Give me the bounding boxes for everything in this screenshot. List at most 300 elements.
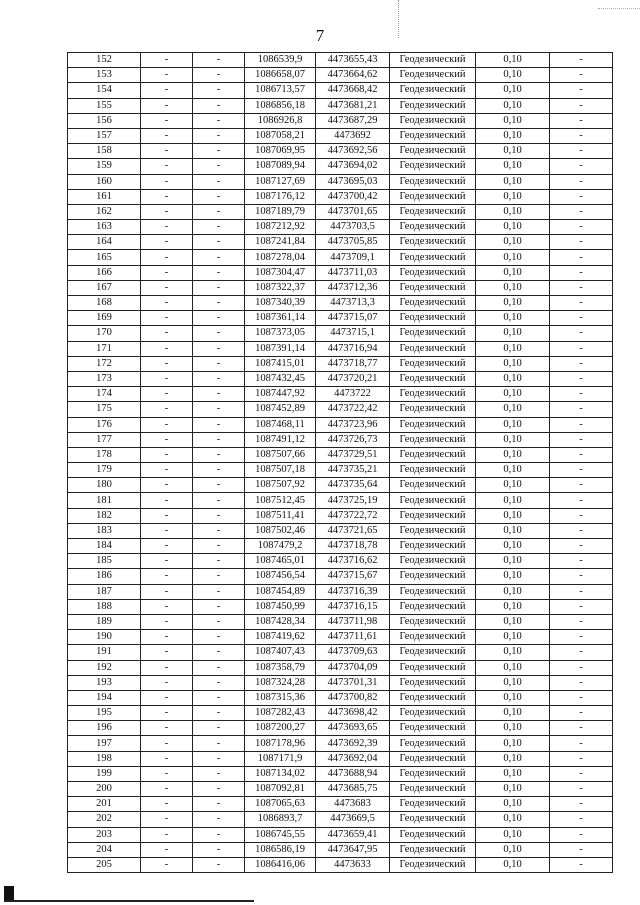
point-number-cell: 159 (68, 159, 141, 174)
y-coordinate-cell: 4473701,65 (316, 204, 390, 219)
table-row (68, 569, 613, 584)
blank-cell-c: - (550, 706, 613, 721)
accuracy-cell: 0,10 (476, 53, 550, 68)
accuracy-cell: 0,10 (476, 523, 550, 538)
blank-cell-a: - (141, 614, 193, 629)
table-row (68, 478, 613, 493)
table-row (68, 296, 613, 311)
blank-cell-c: - (550, 675, 613, 690)
blank-cell-a: - (141, 235, 193, 250)
table-row (68, 706, 613, 721)
method-cell: Геодезический (390, 675, 476, 690)
point-number-cell: 157 (68, 128, 141, 143)
y-coordinate-cell: 4473664,62 (316, 68, 390, 83)
method-cell: Геодезический (390, 402, 476, 417)
x-coordinate-cell: 1087340,39 (245, 296, 316, 311)
blank-cell-c: - (550, 508, 613, 523)
blank-cell-a: - (141, 174, 193, 189)
blank-cell-b: - (193, 371, 245, 386)
blank-cell-c: - (550, 311, 613, 326)
point-number-cell: 197 (68, 736, 141, 751)
blank-cell-a: - (141, 68, 193, 83)
x-coordinate-cell: 1087491,12 (245, 432, 316, 447)
method-cell: Геодезический (390, 417, 476, 432)
blank-cell-a: - (141, 326, 193, 341)
x-coordinate-cell: 1087058,21 (245, 128, 316, 143)
accuracy-cell: 0,10 (476, 371, 550, 386)
method-cell: Геодезический (390, 782, 476, 797)
table-row (68, 782, 613, 797)
blank-cell-c: - (550, 265, 613, 280)
table-row (68, 493, 613, 508)
blank-cell-c: - (550, 387, 613, 402)
blank-cell-c: - (550, 493, 613, 508)
blank-cell-a: - (141, 189, 193, 204)
point-number-cell: 155 (68, 98, 141, 113)
blank-cell-b: - (193, 554, 245, 569)
y-coordinate-cell: 4473713,3 (316, 296, 390, 311)
y-coordinate-cell: 4473715,07 (316, 311, 390, 326)
blank-cell-a: - (141, 159, 193, 174)
table-row (68, 797, 613, 812)
blank-cell-b: - (193, 341, 245, 356)
blank-cell-a: - (141, 265, 193, 280)
blank-cell-a: - (141, 599, 193, 614)
table-row (68, 645, 613, 660)
method-cell: Геодезический (390, 812, 476, 827)
blank-cell-c: - (550, 569, 613, 584)
blank-cell-b: - (193, 204, 245, 219)
table-row (68, 341, 613, 356)
accuracy-cell: 0,10 (476, 812, 550, 827)
blank-cell-a: - (141, 447, 193, 462)
point-number-cell: 167 (68, 280, 141, 295)
table-row (68, 83, 613, 98)
table-row (68, 311, 613, 326)
point-number-cell: 198 (68, 751, 141, 766)
table-row (68, 417, 613, 432)
accuracy-cell: 0,10 (476, 463, 550, 478)
blank-cell-a: - (141, 402, 193, 417)
method-cell: Геодезический (390, 690, 476, 705)
blank-cell-b: - (193, 220, 245, 235)
scan-artifact-corner (598, 0, 640, 9)
blank-cell-a: - (141, 128, 193, 143)
blank-cell-a: - (141, 371, 193, 386)
blank-cell-b: - (193, 797, 245, 812)
blank-cell-b: - (193, 736, 245, 751)
x-coordinate-cell: 1087189,79 (245, 204, 316, 219)
blank-cell-b: - (193, 53, 245, 68)
y-coordinate-cell: 4473735,64 (316, 478, 390, 493)
table-row (68, 113, 613, 128)
method-cell: Геодезический (390, 371, 476, 386)
point-number-cell: 184 (68, 539, 141, 554)
x-coordinate-cell: 1087241,84 (245, 235, 316, 250)
table-row (68, 842, 613, 857)
point-number-cell: 189 (68, 614, 141, 629)
method-cell: Геодезический (390, 311, 476, 326)
blank-cell-a: - (141, 204, 193, 219)
y-coordinate-cell: 4473701,31 (316, 675, 390, 690)
method-cell: Геодезический (390, 584, 476, 599)
method-cell: Геодезический (390, 356, 476, 371)
method-cell: Геодезический (390, 53, 476, 68)
accuracy-cell: 0,10 (476, 599, 550, 614)
accuracy-cell: 0,10 (476, 584, 550, 599)
table-row (68, 812, 613, 827)
method-cell: Геодезический (390, 508, 476, 523)
point-number-cell: 171 (68, 341, 141, 356)
x-coordinate-cell: 1086745,55 (245, 827, 316, 842)
y-coordinate-cell: 4473681,21 (316, 98, 390, 113)
x-coordinate-cell: 1087407,43 (245, 645, 316, 660)
x-coordinate-cell: 1087511,41 (245, 508, 316, 523)
accuracy-cell: 0,10 (476, 235, 550, 250)
accuracy-cell: 0,10 (476, 68, 550, 83)
point-number-cell: 195 (68, 706, 141, 721)
x-coordinate-cell: 1087415,01 (245, 356, 316, 371)
blank-cell-b: - (193, 827, 245, 842)
y-coordinate-cell: 4473693,65 (316, 721, 390, 736)
blank-cell-a: - (141, 478, 193, 493)
y-coordinate-cell: 4473647,95 (316, 842, 390, 857)
blank-cell-c: - (550, 341, 613, 356)
method-cell: Геодезический (390, 128, 476, 143)
x-coordinate-cell: 1087127,69 (245, 174, 316, 189)
x-coordinate-cell: 1087450,99 (245, 599, 316, 614)
table-row (68, 447, 613, 462)
accuracy-cell: 0,10 (476, 250, 550, 265)
blank-cell-c: - (550, 721, 613, 736)
blank-cell-a: - (141, 857, 193, 872)
table-row (68, 736, 613, 751)
x-coordinate-cell: 1087178,96 (245, 736, 316, 751)
blank-cell-a: - (141, 53, 193, 68)
accuracy-cell: 0,10 (476, 189, 550, 204)
blank-cell-b: - (193, 463, 245, 478)
point-number-cell: 204 (68, 842, 141, 857)
blank-cell-a: - (141, 630, 193, 645)
blank-cell-b: - (193, 857, 245, 872)
blank-cell-c: - (550, 98, 613, 113)
table-row (68, 721, 613, 736)
blank-cell-a: - (141, 144, 193, 159)
method-cell: Геодезический (390, 614, 476, 629)
point-number-cell: 187 (68, 584, 141, 599)
blank-cell-c: - (550, 751, 613, 766)
x-coordinate-cell: 1087304,47 (245, 265, 316, 280)
x-coordinate-cell: 1087465,01 (245, 554, 316, 569)
table-row (68, 174, 613, 189)
blank-cell-c: - (550, 402, 613, 417)
method-cell: Геодезический (390, 706, 476, 721)
coordinates-table-body (68, 53, 613, 873)
point-number-cell: 169 (68, 311, 141, 326)
blank-cell-b: - (193, 250, 245, 265)
table-row (68, 614, 613, 629)
blank-cell-b: - (193, 766, 245, 781)
x-coordinate-cell: 1087282,43 (245, 706, 316, 721)
method-cell: Геодезический (390, 660, 476, 675)
x-coordinate-cell: 1087065,63 (245, 797, 316, 812)
blank-cell-b: - (193, 812, 245, 827)
y-coordinate-cell: 4473709,1 (316, 250, 390, 265)
x-coordinate-cell: 1087176,12 (245, 189, 316, 204)
accuracy-cell: 0,10 (476, 341, 550, 356)
method-cell: Геодезический (390, 463, 476, 478)
blank-cell-b: - (193, 98, 245, 113)
blank-cell-a: - (141, 113, 193, 128)
blank-cell-c: - (550, 83, 613, 98)
x-coordinate-cell: 1086658,07 (245, 68, 316, 83)
blank-cell-c: - (550, 220, 613, 235)
accuracy-cell: 0,10 (476, 675, 550, 690)
blank-cell-b: - (193, 113, 245, 128)
y-coordinate-cell: 4473703,5 (316, 220, 390, 235)
blank-cell-c: - (550, 432, 613, 447)
y-coordinate-cell: 4473709,63 (316, 645, 390, 660)
blank-cell-b: - (193, 614, 245, 629)
y-coordinate-cell: 4473700,42 (316, 189, 390, 204)
table-row (68, 539, 613, 554)
method-cell: Геодезический (390, 645, 476, 660)
blank-cell-c: - (550, 204, 613, 219)
accuracy-cell: 0,10 (476, 766, 550, 781)
accuracy-cell: 0,10 (476, 144, 550, 159)
blank-cell-c: - (550, 584, 613, 599)
table-row (68, 432, 613, 447)
blank-cell-b: - (193, 68, 245, 83)
blank-cell-c: - (550, 766, 613, 781)
blank-cell-a: - (141, 584, 193, 599)
x-coordinate-cell: 1087512,45 (245, 493, 316, 508)
method-cell: Геодезический (390, 296, 476, 311)
blank-cell-b: - (193, 128, 245, 143)
blank-cell-a: - (141, 812, 193, 827)
table-row (68, 371, 613, 386)
blank-cell-a: - (141, 736, 193, 751)
method-cell: Геодезический (390, 630, 476, 645)
blank-cell-a: - (141, 432, 193, 447)
blank-cell-a: - (141, 220, 193, 235)
accuracy-cell: 0,10 (476, 797, 550, 812)
x-coordinate-cell: 1087373,05 (245, 326, 316, 341)
blank-cell-c: - (550, 250, 613, 265)
method-cell: Геодезический (390, 341, 476, 356)
method-cell: Геодезический (390, 842, 476, 857)
y-coordinate-cell: 4473704,09 (316, 660, 390, 675)
y-coordinate-cell: 4473722,42 (316, 402, 390, 417)
accuracy-cell: 0,10 (476, 508, 550, 523)
x-coordinate-cell: 1086586,19 (245, 842, 316, 857)
table-row (68, 599, 613, 614)
y-coordinate-cell: 4473721,65 (316, 523, 390, 538)
accuracy-cell: 0,10 (476, 356, 550, 371)
y-coordinate-cell: 4473700,82 (316, 690, 390, 705)
blank-cell-a: - (141, 827, 193, 842)
y-coordinate-cell: 4473716,39 (316, 584, 390, 599)
table-row (68, 53, 613, 68)
blank-cell-c: - (550, 478, 613, 493)
accuracy-cell: 0,10 (476, 706, 550, 721)
blank-cell-b: - (193, 265, 245, 280)
table-row (68, 98, 613, 113)
point-number-cell: 160 (68, 174, 141, 189)
table-row (68, 235, 613, 250)
y-coordinate-cell: 4473716,62 (316, 554, 390, 569)
blank-cell-b: - (193, 478, 245, 493)
x-coordinate-cell: 1087212,92 (245, 220, 316, 235)
y-coordinate-cell: 4473729,51 (316, 447, 390, 462)
x-coordinate-cell: 1087069,95 (245, 144, 316, 159)
blank-cell-a: - (141, 842, 193, 857)
table-row (68, 387, 613, 402)
x-coordinate-cell: 1086713,57 (245, 83, 316, 98)
point-number-cell: 172 (68, 356, 141, 371)
method-cell: Геодезический (390, 113, 476, 128)
blank-cell-c: - (550, 371, 613, 386)
table-row (68, 751, 613, 766)
x-coordinate-cell: 1087089,94 (245, 159, 316, 174)
table-row (68, 144, 613, 159)
blank-cell-c: - (550, 68, 613, 83)
x-coordinate-cell: 1086539,9 (245, 53, 316, 68)
point-number-cell: 158 (68, 144, 141, 159)
blank-cell-b: - (193, 721, 245, 736)
blank-cell-b: - (193, 447, 245, 462)
x-coordinate-cell: 1087502,46 (245, 523, 316, 538)
point-number-cell: 182 (68, 508, 141, 523)
blank-cell-b: - (193, 690, 245, 705)
blank-cell-a: - (141, 311, 193, 326)
method-cell: Геодезический (390, 159, 476, 174)
blank-cell-b: - (193, 569, 245, 584)
blank-cell-a: - (141, 523, 193, 538)
y-coordinate-cell: 4473711,98 (316, 614, 390, 629)
blank-cell-a: - (141, 98, 193, 113)
blank-cell-c: - (550, 539, 613, 554)
point-number-cell: 161 (68, 189, 141, 204)
blank-cell-c: - (550, 144, 613, 159)
accuracy-cell: 0,10 (476, 827, 550, 842)
blank-cell-a: - (141, 797, 193, 812)
point-number-cell: 183 (68, 523, 141, 538)
blank-cell-b: - (193, 174, 245, 189)
table-row (68, 189, 613, 204)
point-number-cell: 188 (68, 599, 141, 614)
x-coordinate-cell: 1087507,92 (245, 478, 316, 493)
x-coordinate-cell: 1087428,34 (245, 614, 316, 629)
blank-cell-c: - (550, 235, 613, 250)
method-cell: Геодезический (390, 265, 476, 280)
blank-cell-c: - (550, 356, 613, 371)
table-row (68, 523, 613, 538)
x-coordinate-cell: 1087278,04 (245, 250, 316, 265)
blank-cell-a: - (141, 782, 193, 797)
blank-cell-b: - (193, 280, 245, 295)
accuracy-cell: 0,10 (476, 614, 550, 629)
accuracy-cell: 0,10 (476, 630, 550, 645)
point-number-cell: 191 (68, 645, 141, 660)
x-coordinate-cell: 1087507,18 (245, 463, 316, 478)
y-coordinate-cell: 4473669,5 (316, 812, 390, 827)
y-coordinate-cell: 4473711,03 (316, 265, 390, 280)
accuracy-cell: 0,10 (476, 857, 550, 872)
method-cell: Геодезический (390, 204, 476, 219)
point-number-cell: 192 (68, 660, 141, 675)
method-cell: Геодезический (390, 827, 476, 842)
method-cell: Геодезический (390, 539, 476, 554)
y-coordinate-cell: 4473655,43 (316, 53, 390, 68)
blank-cell-c: - (550, 690, 613, 705)
x-coordinate-cell: 1087507,66 (245, 447, 316, 462)
accuracy-cell: 0,10 (476, 280, 550, 295)
blank-cell-b: - (193, 432, 245, 447)
point-number-cell: 168 (68, 296, 141, 311)
blank-cell-a: - (141, 463, 193, 478)
y-coordinate-cell: 4473718,78 (316, 539, 390, 554)
accuracy-cell: 0,10 (476, 204, 550, 219)
blank-cell-c: - (550, 614, 613, 629)
blank-cell-a: - (141, 280, 193, 295)
blank-cell-b: - (193, 508, 245, 523)
blank-cell-c: - (550, 630, 613, 645)
accuracy-cell: 0,10 (476, 98, 550, 113)
y-coordinate-cell: 4473715,67 (316, 569, 390, 584)
blank-cell-b: - (193, 539, 245, 554)
method-cell: Геодезический (390, 857, 476, 872)
y-coordinate-cell: 4473685,75 (316, 782, 390, 797)
blank-cell-c: - (550, 554, 613, 569)
method-cell: Геодезический (390, 797, 476, 812)
blank-cell-c: - (550, 174, 613, 189)
blank-cell-b: - (193, 751, 245, 766)
table-row (68, 827, 613, 842)
blank-cell-c: - (550, 842, 613, 857)
method-cell: Геодезический (390, 174, 476, 189)
table-row (68, 554, 613, 569)
method-cell: Геодезический (390, 554, 476, 569)
blank-cell-a: - (141, 356, 193, 371)
blank-cell-b: - (193, 159, 245, 174)
x-coordinate-cell: 1087432,45 (245, 371, 316, 386)
blank-cell-b: - (193, 645, 245, 660)
blank-cell-b: - (193, 417, 245, 432)
blank-cell-a: - (141, 250, 193, 265)
blank-cell-b: - (193, 235, 245, 250)
blank-cell-c: - (550, 523, 613, 538)
blank-cell-b: - (193, 387, 245, 402)
point-number-cell: 170 (68, 326, 141, 341)
method-cell: Геодезический (390, 447, 476, 462)
point-number-cell: 164 (68, 235, 141, 250)
method-cell: Геодезический (390, 68, 476, 83)
y-coordinate-cell: 4473694,02 (316, 159, 390, 174)
blank-cell-c: - (550, 159, 613, 174)
blank-cell-c: - (550, 736, 613, 751)
blank-cell-b: - (193, 189, 245, 204)
table-row (68, 265, 613, 280)
table-row (68, 159, 613, 174)
blank-cell-b: - (193, 402, 245, 417)
point-number-cell: 176 (68, 417, 141, 432)
blank-cell-a: - (141, 493, 193, 508)
y-coordinate-cell: 4473726,73 (316, 432, 390, 447)
blank-cell-b: - (193, 630, 245, 645)
accuracy-cell: 0,10 (476, 417, 550, 432)
blank-cell-c: - (550, 827, 613, 842)
